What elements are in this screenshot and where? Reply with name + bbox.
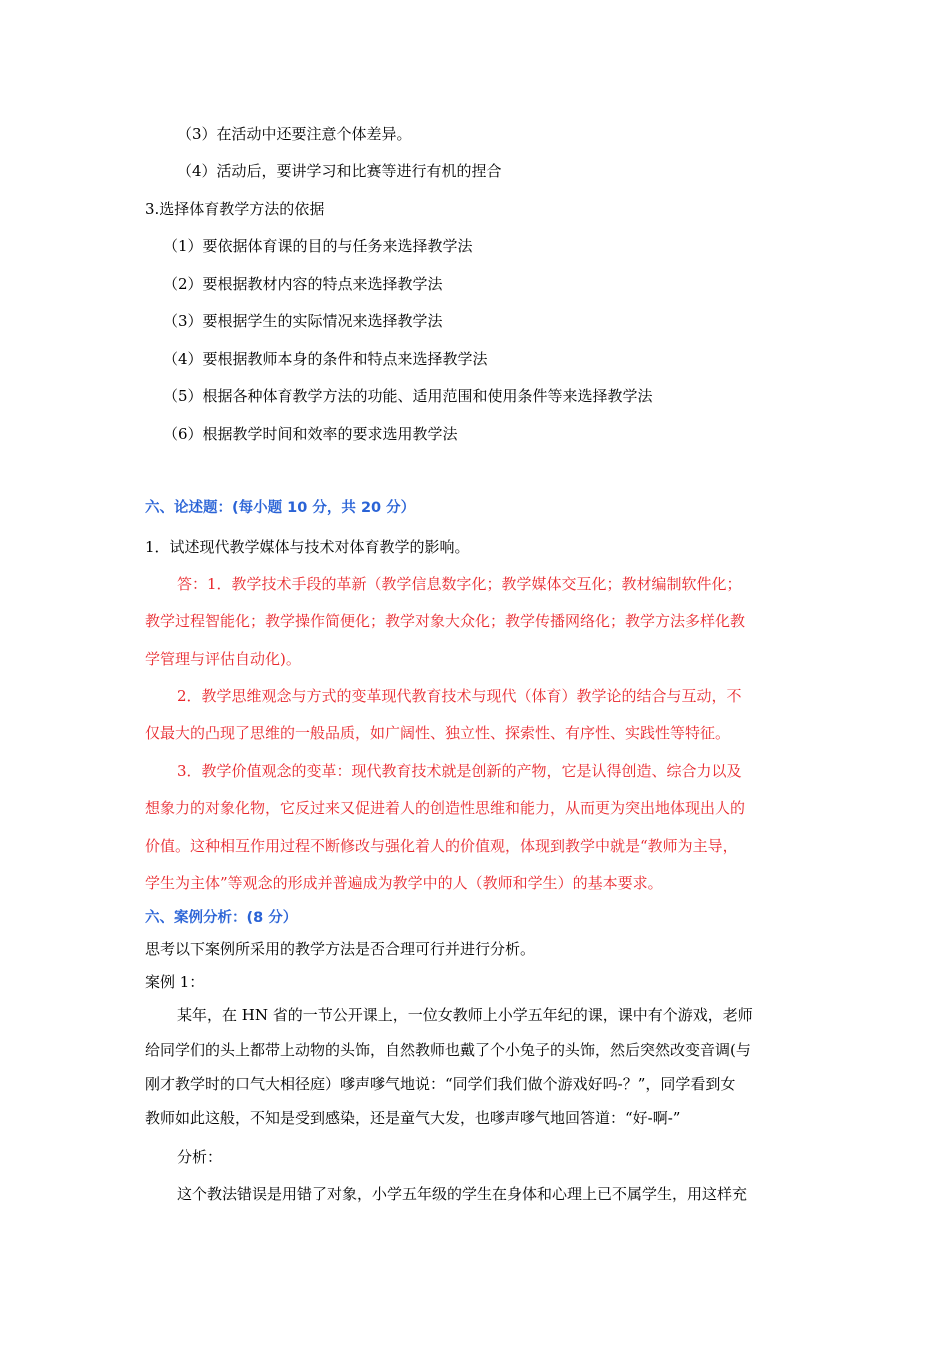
top-item-4: （4）活动后，要讲学习和比赛等进行有机的捏合 — [177, 162, 502, 180]
answer-line: 2．教学思维观念与方式的变革现代教育技术与现代（体育）教学论的结合与互动，不 — [177, 687, 742, 705]
section3-item-4: （4）要根据教师本身的条件和特点来选择教学法 — [163, 350, 488, 368]
section3-item-2: （2）要根据教材内容的特点来选择教学法 — [163, 275, 443, 293]
case-line: 某年，在 HN 省的一节公开课上，一位女教师上小学五年纪的课，课中有个游戏，老师 — [177, 1006, 753, 1024]
section3-item-5: （5）根据各种体育教学方法的功能、适用范围和使用条件等来选择教学法 — [163, 387, 653, 405]
case-line: 教师如此这般，不知是受到感染，还是童气大发，也嗲声嗲气地回答道：“好-啊-” — [145, 1109, 681, 1127]
section3-item-6: （6）根据教学时间和效率的要求选用教学法 — [163, 425, 458, 443]
answer-line: 学生为主体”等观念的形成并普遍成为教学中的人（教师和学生）的基本要求。 — [145, 874, 663, 892]
case-line: 刚才教学时的口气大相径庭）嗲声嗲气地说：“同学们我们做个游戏好吗-？”，同学看到女 — [145, 1075, 736, 1093]
section3-title: 3.选择体育教学方法的依据 — [145, 200, 325, 218]
answer-line: 价值。这种相互作用过程不断修改与强化着人的价值观，体现到教学中就是“教师为主导， — [145, 837, 738, 855]
essay-question: 1．试述现代教学媒体与技术对体育教学的影响。 — [145, 538, 470, 556]
analysis-line: 这个教法错误是用错了对象，小学五年级的学生在身体和心理上已不属学生，用这样充 — [177, 1185, 748, 1203]
answer-line: 学管理与评估自动化)。 — [145, 650, 301, 668]
case-intro: 思考以下案例所采用的教学方法是否合理可行并进行分析。 — [145, 940, 536, 958]
answer-line: 想象力的对象化物，它反过来又促进着人的创造性思维和能力，从而更为突出地体现出人的 — [145, 799, 746, 817]
case-heading: 六、案例分析：(8 分） — [145, 910, 298, 926]
answer-line: 3．教学价值观念的变革：现代教育技术就是创新的产物，它是认得创造、综合力以及 — [177, 762, 742, 780]
essay-heading: 六、论述题：(每小题 10 分，共 20 分） — [145, 500, 416, 516]
analysis-label: 分析： — [177, 1148, 223, 1166]
case-line: 给同学们的头上都带上动物的头饰，自然教师也戴了个小兔子的头饰，然后突然改变音调(与 — [145, 1041, 751, 1059]
section3-item-1: （1）要依据体育课的目的与任务来选择教学法 — [163, 237, 473, 255]
section3-item-3: （3）要根据学生的实际情况来选择教学法 — [163, 312, 443, 330]
answer-line: 仅最大的凸现了思维的一般品质，如广阔性、独立性、探索性、有序性、实践性等特征。 — [145, 724, 731, 742]
top-item-3: （3）在活动中还要注意个体差异。 — [177, 125, 412, 143]
case-label: 案例 1： — [145, 973, 205, 991]
answer-line: 答：1．教学技术手段的革新（教学信息数字化；教学媒体交互化；教材编制软件化； — [177, 575, 742, 593]
answer-line: 教学过程智能化；教学操作简便化；教学对象大众化；教学传播网络化；教学方法多样化教 — [145, 612, 746, 630]
